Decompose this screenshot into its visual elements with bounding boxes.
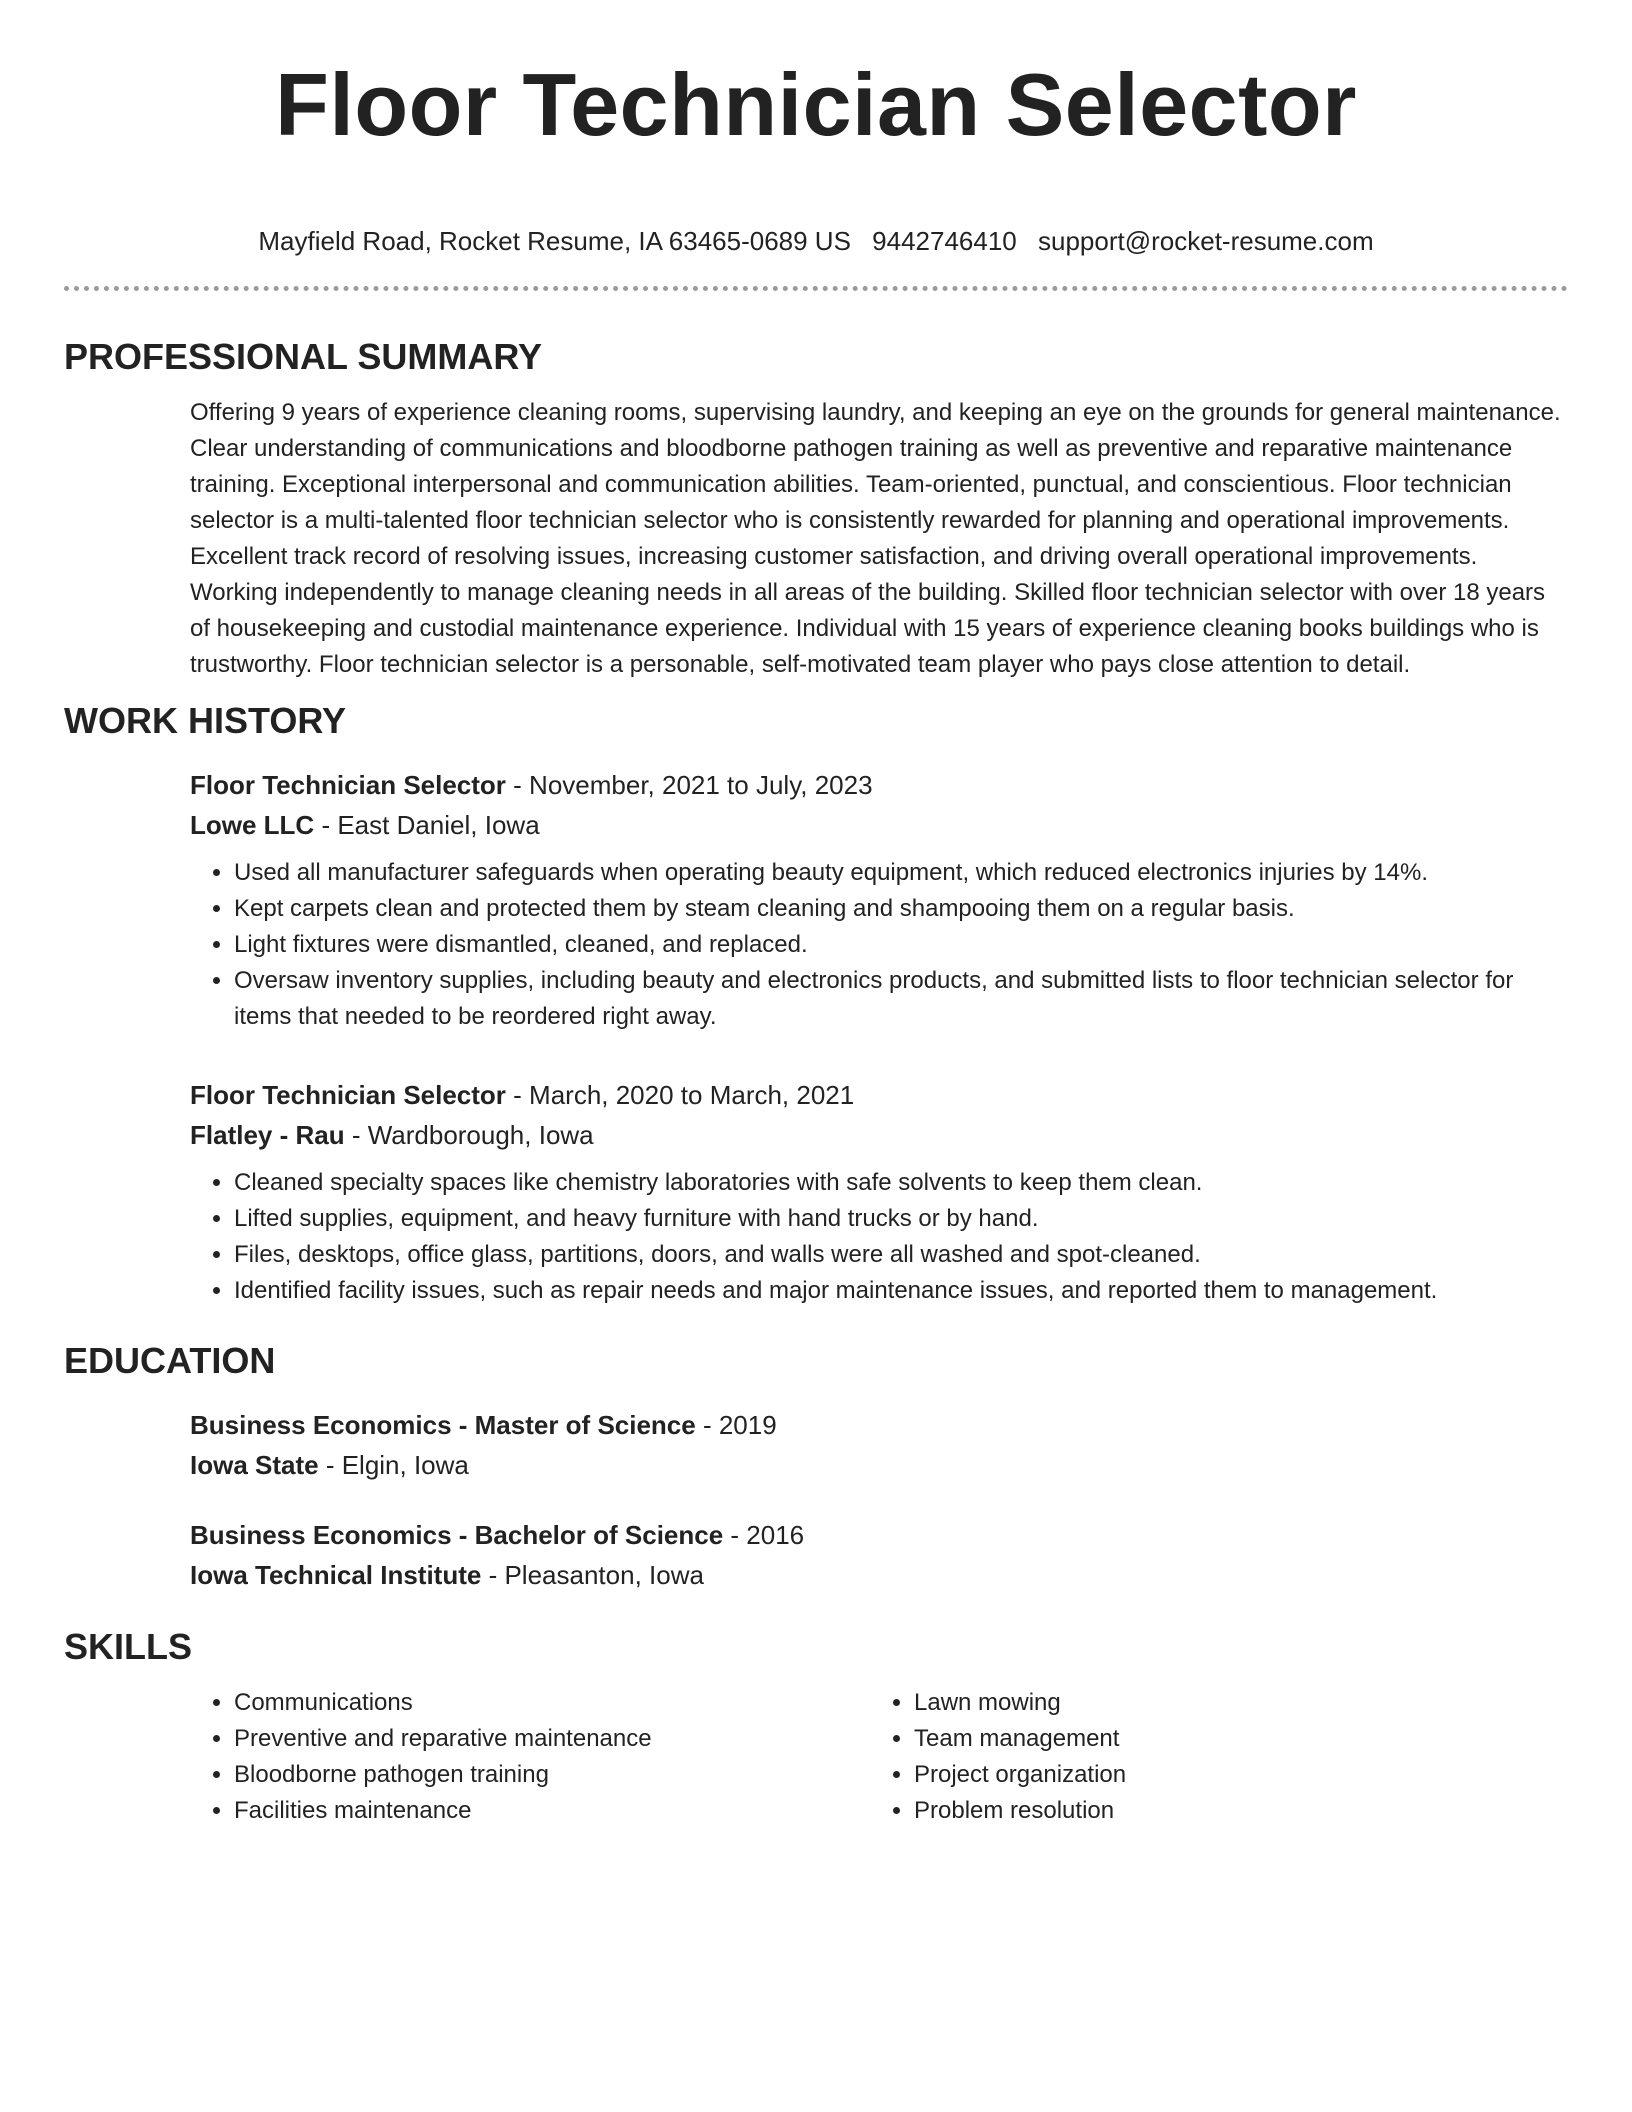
skill-item: • Lawn mowing [914, 1685, 1550, 1721]
job-company-line [190, 1115, 1568, 1155]
section-title-summary: PROFESSIONAL SUMMARY [64, 336, 543, 377]
job-title-line [190, 765, 1568, 805]
job-entry [190, 765, 1568, 1035]
contact-address: Mayfield Road, Rocket Resume, IA 63465-0689 US [258, 226, 851, 256]
education-year: - 2019 [695, 1410, 777, 1440]
job-location: - Wardborough, Iowa [344, 1120, 594, 1150]
section-title-work-history: WORK HISTORY [64, 700, 347, 741]
job-bullet: • Files, desktops, office glass, partitions, doors, and walls were all washed and spot-cleaned. [234, 1237, 1568, 1273]
education-school: Iowa State [190, 1450, 319, 1480]
job-bullet: • Used all manufacturer safeguards when operating beauty equipment, which reduced electronics injuries by 14%. [234, 855, 1568, 891]
job-company: Lowe LLC [190, 810, 315, 840]
job-bullet: • Kept carpets clean and protected them by steam cleaning and shampooing them on a regular basis. [234, 891, 1568, 927]
skill-item: • Facilities maintenance [234, 1793, 870, 1829]
contact-email: support@rocket-resume.com [1038, 226, 1374, 256]
education-school-line [190, 1445, 1568, 1485]
section-title-education: EDUCATION [64, 1340, 276, 1381]
skills-columns [190, 1685, 1568, 1829]
job-bullet: • Lifted supplies, equipment, and heavy furniture with hand trucks or by hand. [234, 1201, 1568, 1237]
skill-item: • Preventive and reparative maintenance [234, 1721, 870, 1757]
job-role: Floor Technician Selector [190, 1080, 506, 1110]
education-degree-line [190, 1405, 1568, 1445]
job-location: - East Daniel, Iowa [314, 810, 540, 840]
skill-item: • Problem resolution [914, 1793, 1550, 1829]
skills-list-left [190, 1685, 870, 1829]
section-title-skills: SKILLS [64, 1626, 193, 1667]
job-bullet: • Identified facility issues, such as repair needs and major maintenance issues, and reported them to management. [234, 1273, 1568, 1309]
header-divider [64, 286, 1568, 291]
education-school-line [190, 1555, 1568, 1595]
education-entry [190, 1405, 1568, 1485]
job-company-line [190, 805, 1568, 845]
job-dates: - November, 2021 to July, 2023 [505, 770, 873, 800]
skill-item: • Project organization [914, 1757, 1550, 1793]
candidate-name: Floor Technician Selector [275, 55, 1357, 154]
skill-item: • Team management [914, 1721, 1550, 1757]
job-bullet: • Oversaw inventory supplies, including beauty and electronics products, and submitted lists to floor technician selector for items that needed to be reordered right away. [234, 963, 1568, 1035]
education-year: - 2016 [723, 1520, 805, 1550]
contact-phone: 9442746410 [872, 226, 1017, 256]
job-bullets [190, 1165, 1568, 1309]
education-degree-line [190, 1515, 1568, 1555]
job-bullet: • Light fixtures were dismantled, cleaned, and replaced. [234, 927, 1568, 963]
education-degree: Business Economics - Bachelor of Science [190, 1520, 724, 1550]
summary-text: Offering 9 years of experience cleaning rooms, supervising laundry, and keeping an eye on the grounds for general maintenance. Clear understanding of communications and bloodborne pathogen training as well as preventive and reparative maintenance training. Exceptional interpersonal and communication abilities. Team-oriented, punctual, and conscientious. Floor technician selector is a multi-talented floor technician selector who is consistently rewarded for planning and operational improvements. Excellent track record of resolving issues, increasing customer satisfaction, and driving overall operational improvements. Working independently to manage cleaning needs in all areas of the building. Skilled floor technician selector with over 18 years of housekeeping and custodial maintenance experience. Individual with 15 years of experience cleaning books buildings who is trustworthy. Floor technician selector is a personable, self-motivated team player who pays close attention to detail. [190, 399, 1561, 678]
job-title-line [190, 1075, 1568, 1115]
job-bullet: • Cleaned specialty spaces like chemistry laboratories with safe solvents to keep them clean. [234, 1165, 1568, 1201]
skill-item: • Communications [234, 1685, 870, 1721]
education-degree: Business Economics - Master of Science [190, 1410, 696, 1440]
job-bullets [190, 855, 1568, 1035]
job-role: Floor Technician Selector [190, 770, 506, 800]
education-school: Iowa Technical Institute [190, 1560, 482, 1590]
education-location: - Pleasanton, Iowa [481, 1560, 704, 1590]
job-entry [190, 1075, 1568, 1309]
job-company: Flatley - Rau [190, 1120, 345, 1150]
job-dates: - March, 2020 to March, 2021 [505, 1080, 855, 1110]
resume-page [64, 0, 1568, 1829]
education-location: - Elgin, Iowa [318, 1450, 469, 1480]
skills-list-right [870, 1685, 1550, 1829]
contact-line [64, 224, 1568, 258]
skill-item: • Bloodborne pathogen training [234, 1757, 870, 1793]
education-entry [190, 1515, 1568, 1595]
